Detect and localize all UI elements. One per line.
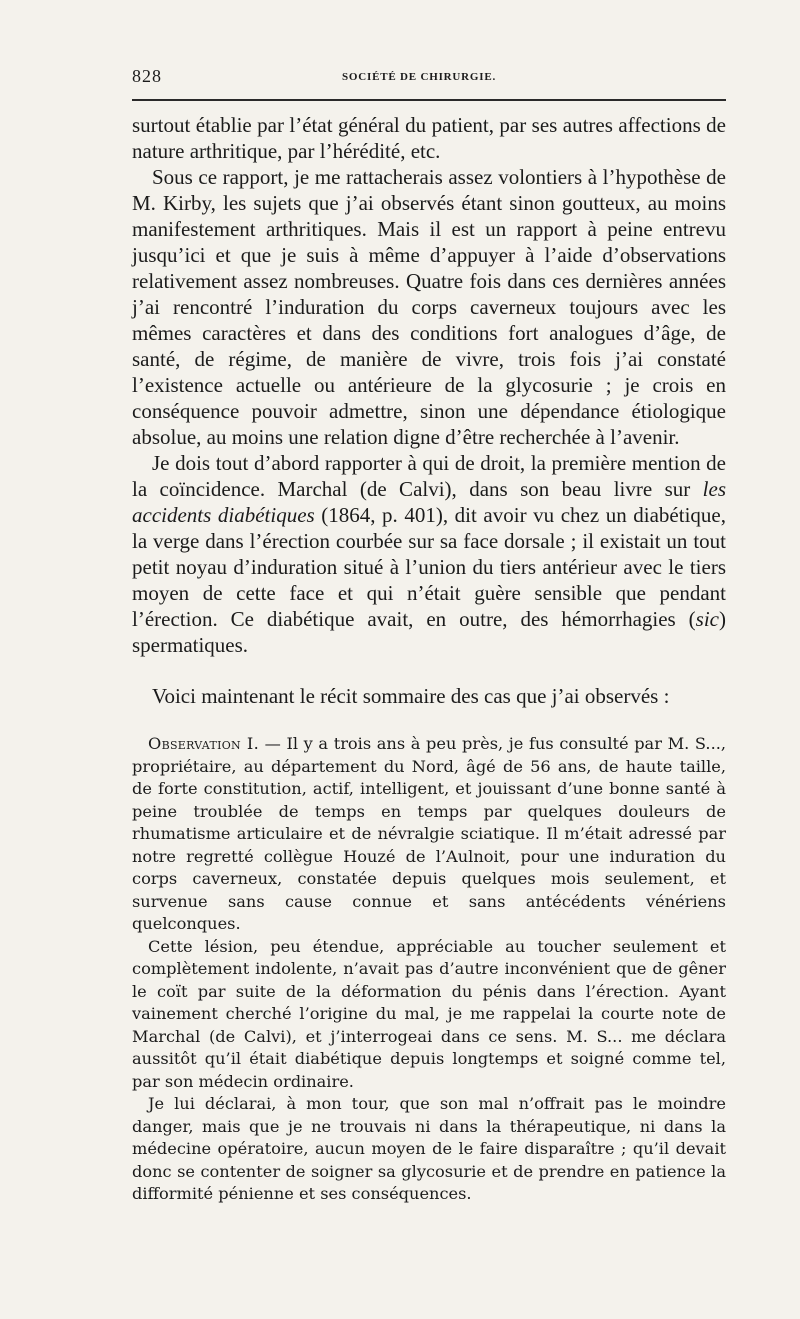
book-title: les accidents diabétiques <box>132 477 726 527</box>
kirby-paragraph: Sous ce rapport, je me rattacherais assez volontiers à l’hypothèse de M. Kirby, les sujets que j’ai observés étant sinon goutteux, au moins manifestement arthritiques. Mais il est un rapport à peine entrevu jusqu’ici et que je suis à même d’appuyer à l’aide d’observations relativement assez nombreuses. Quatre fois dans ces dernières années j’ai rencontré l’induration du corps caverneux toujours avec les mêmes caractères et dans des conditions fort analogues d’âge, de santé, de régime, de manière de vivre, trois fois j’ai constaté l’existence actuelle ou antérieure de la glycosurie ; je crois en conséquence pouvoir admettre, sinon une dépendance étiologique absolue, au moins une relation digne d’être recherchée à l’avenir. <box>132 165 726 449</box>
running-title: SOCIÉTÉ DE CHIRURGIE. <box>342 71 497 83</box>
page-number: 828 <box>132 66 162 86</box>
marchal-text-end: ) spermatiques. <box>132 607 726 657</box>
observation-paragraph-3: Je lui déclarai, à mon tour, que son mal n’offrait pas le moindre danger, mais que je ne trouvais ni dans la thérapeutique, ni dans la médecine opératoire, aucun moyen de le faire disparaître ; qu’il devait donc se contenter de soigner sa glycosurie et de prendre en patience la difformité pénienne et ses conséquences. <box>132 1094 726 1203</box>
page-header <box>132 66 726 86</box>
observation-paragraph-1 <box>132 733 726 936</box>
header-rule <box>132 99 726 101</box>
marchal-text-middle: (1864, p. 401), dit avoir vu chez un diabétique, la verge dans l’érection courbée sur sa face dorsale ; il existait un tout petit noyau d’induration situé à l’union du tiers antérieur avec le tiers moyen de cette face et qui n’était guère sensible que pendant l’érection. Ce diabétique avait, en outre, des hémorrhagies ( <box>132 503 726 631</box>
observation-section <box>132 733 726 1206</box>
main-text <box>132 112 726 658</box>
observation-text-1: — Il y a trois ans à peu près, je fus consulté par M. S..., propriétaire, au département du Nord, âgé de 56 ans, de haute taille, de forte constitution, actif, intelligent, et jouissant d’une bonne santé à peine troublée de temps en temps par quelques douleurs de rhumatisme articulaire et de névralgie sciatique. Il m’était adressé par notre regretté collègue Houzé de l’Aulnoit, pour une induration du corps caverneux, constatée depuis quelques mois seulement, et survenue sans cause connue et sans antécédents vénériens quelconques. <box>132 734 727 933</box>
case-introduction: Voici maintenant le récit sommaire des cas que j’ai observés : <box>152 684 670 708</box>
observation-paragraph-2: Cette lésion, peu étendue, appréciable au toucher seulement et complètement indolente, n’avait pas d’autre inconvénient que de gêner le coït par suite de la déformation du pénis dans l’érection. Ayant vainement cherché l’origine du mal, je me rappelai la courte note de Marchal (de Calvi), et j’interrogeai dans ce sens. M. S... me déclara aussitôt qu’il était diabétique depuis longtemps et soigné comme tel, par son médecin ordinaire. <box>132 936 726 1091</box>
continued-paragraph: surtout établie par l’état général du patient, par ses autres affections de nature arthritique, par l’hérédité, etc. <box>132 113 726 163</box>
marchal-text-start: Je dois tout d’abord rapporter à qui de droit, la première mention de la coïncidence. Marchal (de Calvi), dans son beau livre sur <box>132 451 726 501</box>
observation-heading: Observation I. <box>148 734 260 753</box>
sic-note: sic <box>695 607 719 631</box>
marchal-paragraph <box>132 450 726 658</box>
